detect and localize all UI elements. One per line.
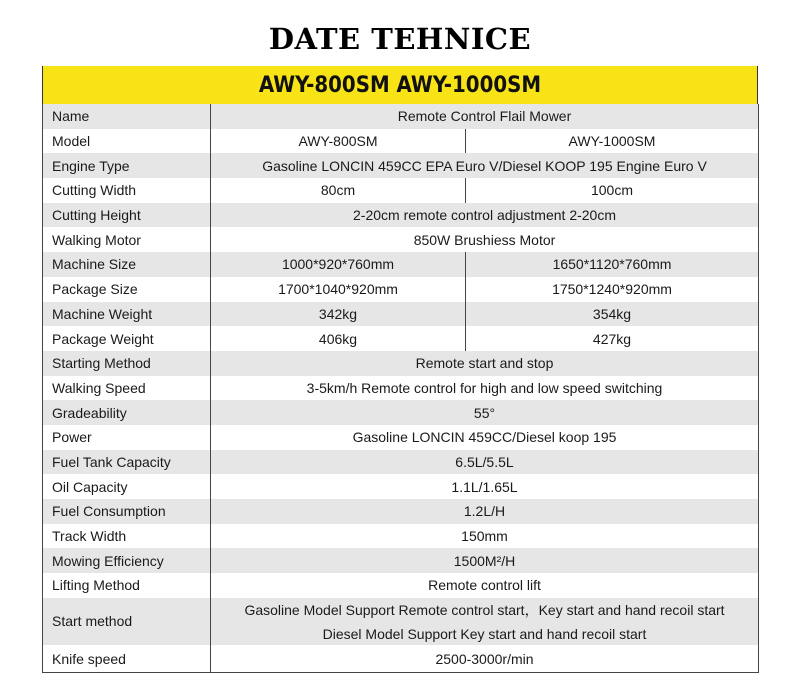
row-label: Knife speed — [43, 645, 211, 673]
row-label: Machine Size — [43, 252, 211, 277]
row-value-model-1: AWY-800SM — [211, 129, 466, 154]
row-value-line: Diesel Model Support Key start and hand recoil start — [322, 626, 647, 643]
row-value: 2500-3000r/min — [211, 645, 759, 673]
row-value: 3-5km/h Remote control for high and low speed switching — [211, 376, 759, 401]
row-label: Track Width — [43, 524, 211, 549]
row-value: Remote Control Flail Mower — [211, 104, 759, 129]
row-value-model-1: 80cm — [211, 178, 466, 203]
table-row — [43, 203, 759, 228]
table-row — [43, 425, 759, 450]
table-row — [43, 598, 759, 645]
row-label: Fuel Tank Capacity — [43, 450, 211, 475]
row-label: Start method — [43, 598, 211, 645]
row-value: 1500M²/H — [211, 548, 759, 573]
row-value-model-1: 406kg — [211, 326, 466, 351]
row-label: Engine Type — [43, 153, 211, 178]
table-row — [43, 326, 759, 351]
table-row — [43, 524, 759, 549]
table-row — [43, 450, 759, 475]
row-label: Starting Method — [43, 351, 211, 376]
row-value: Gasoline LONCIN 459CC/Diesel koop 195 — [211, 425, 759, 450]
table-row — [43, 129, 759, 154]
row-label: Mowing Efficiency — [43, 548, 211, 573]
row-label: Walking Motor — [43, 227, 211, 252]
spec-table-container — [42, 66, 758, 673]
row-value-model-2: 427kg — [466, 326, 759, 351]
row-label: Walking Speed — [43, 376, 211, 401]
table-row — [43, 277, 759, 302]
row-label: Name — [43, 104, 211, 129]
table-row — [43, 153, 759, 178]
page-title: DATE TEHNICE — [268, 22, 532, 56]
row-value: 6.5L/5.5L — [211, 450, 759, 475]
row-value-model-1: 1700*1040*920mm — [211, 277, 466, 302]
row-value: 1.1L/1.65L — [211, 474, 759, 499]
row-label: Fuel Consumption — [43, 499, 211, 524]
row-label: Oil Capacity — [43, 474, 211, 499]
row-label: Power — [43, 425, 211, 450]
row-value: Gasoline LONCIN 459CC EPA Euro V/Diesel KOOP 195 Engine Euro V — [211, 153, 759, 178]
row-label: Model — [43, 129, 211, 154]
row-value: 850W Brushiess Motor — [211, 227, 759, 252]
row-value-model-2: 1650*1120*760mm — [466, 252, 759, 277]
row-label: Package Size — [43, 277, 211, 302]
table-row — [43, 376, 759, 401]
row-value: 1.2L/H — [211, 499, 759, 524]
table-row — [43, 499, 759, 524]
row-label: Cutting Height — [43, 203, 211, 228]
table-row — [43, 351, 759, 376]
row-value-model-2: 100cm — [466, 178, 759, 203]
row-label: Cutting Width — [43, 178, 211, 203]
row-value: 150mm — [211, 524, 759, 549]
row-label: Lifting Method — [43, 573, 211, 598]
row-label: Package Weight — [43, 326, 211, 351]
row-value-model-2: 354kg — [466, 302, 759, 327]
row-value-model-1: 1000*920*760mm — [211, 252, 466, 277]
row-value: 2-20cm remote control adjustment 2-20cm — [211, 203, 759, 228]
table-row — [43, 474, 759, 499]
model-banner: AWY-800SM AWY-1000SM — [42, 66, 758, 104]
table-row — [43, 548, 759, 573]
table-row — [43, 400, 759, 425]
row-value: Remote start and stop — [211, 351, 759, 376]
row-label: Gradeability — [43, 400, 211, 425]
row-value-line: Gasoline Model Support Remote control start，Key start and hand recoil start — [244, 602, 725, 619]
row-value-model-1: 342kg — [211, 302, 466, 327]
table-row — [43, 227, 759, 252]
table-row — [43, 178, 759, 203]
row-value: 55° — [211, 400, 759, 425]
row-value-model-2: 1750*1240*920mm — [466, 277, 759, 302]
table-row — [43, 302, 759, 327]
table-row — [43, 645, 759, 673]
table-row — [43, 104, 759, 129]
row-value — [211, 598, 759, 645]
row-label: Machine Weight — [43, 302, 211, 327]
row-value: Remote control lift — [211, 573, 759, 598]
table-row — [43, 573, 759, 598]
row-value-model-2: AWY-1000SM — [466, 129, 759, 154]
spec-table — [42, 104, 759, 673]
table-row — [43, 252, 759, 277]
